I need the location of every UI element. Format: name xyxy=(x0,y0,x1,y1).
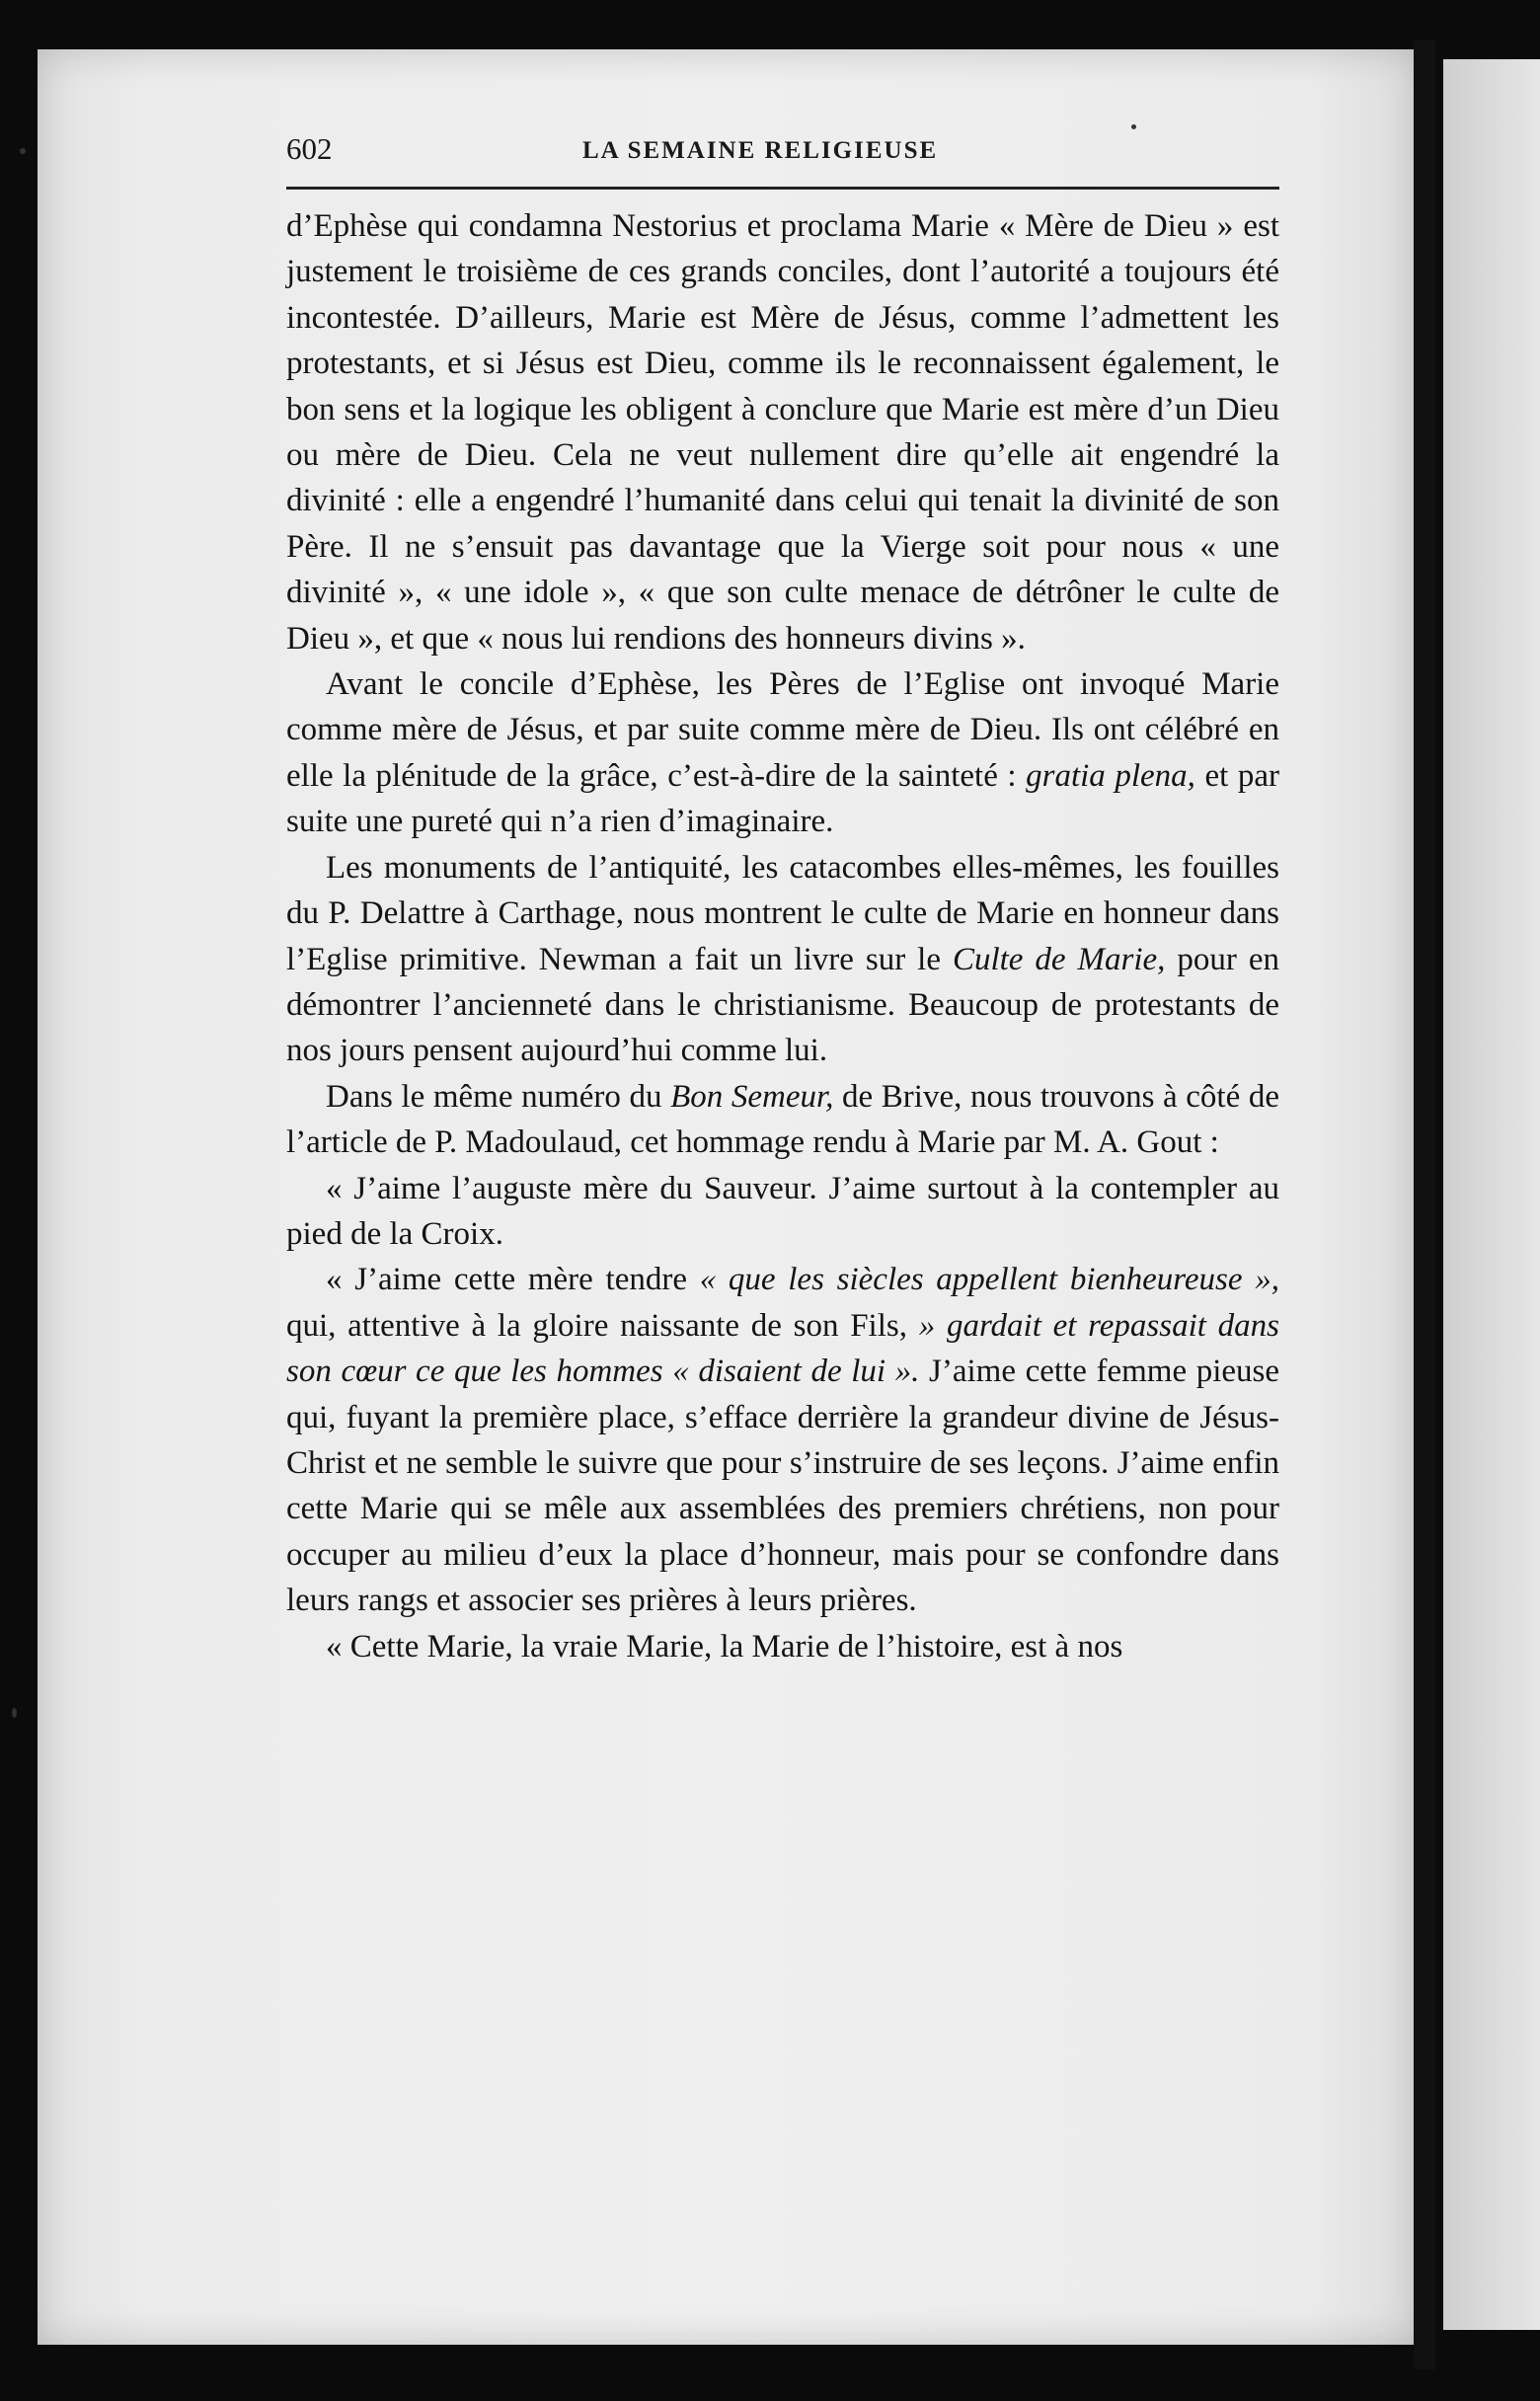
text-run: Avant le concile d’Ephèse, les Pères de l’Eglise ont invoqué Marie comme mère de Jésus, et par suite comme mère de Dieu. Ils ont célébré en elle la plénitude de la grâce, c’est-à-dire de la sainteté : xyxy=(286,666,1279,794)
scan-speck xyxy=(20,148,26,154)
paragraph xyxy=(286,1074,1279,1166)
scan-speck xyxy=(1131,124,1136,129)
text-run: J’aime cette femme pieuse qui, fuyant la première place, s’efface derrière la grandeur divine de Jésus-Christ et ne semble le suivre que pour s’instruire de ses leçons. J’aime enfin cette Marie qui se mêle aux assemblées des premiers chrétiens, non pour occuper au milieu d’eux la place d’honneur, mais pour se confondre dans leurs rangs et associer ses prières à leurs prières. xyxy=(286,1354,1279,1619)
scan-speck xyxy=(12,1708,17,1718)
text-run: pour en démontrer l’ancienneté dans le christianisme. Beaucoup de protestants de nos jours pensent aujourd’hui comme lui. xyxy=(286,941,1279,1069)
paragraph xyxy=(286,845,1279,1074)
facing-page-edge xyxy=(1443,59,1540,2330)
paragraph xyxy=(286,1624,1279,1669)
running-title: LA SEMAINE RELIGIEUSE xyxy=(582,137,939,164)
page-number: 602 xyxy=(286,131,333,166)
paragraph xyxy=(286,661,1279,845)
italic-text: « que les siècles appellent bienheureuse », xyxy=(699,1262,1279,1298)
text-run: Dans le même numéro du xyxy=(326,1078,671,1115)
italic-text: Culte de Marie, xyxy=(952,941,1166,977)
italic-text: Bon Semeur, xyxy=(670,1078,834,1115)
text-run: qui, attentive à la gloire naissante de son Fils, xyxy=(286,1307,919,1344)
italic-text: gratia plena, xyxy=(1026,757,1195,794)
header-rule xyxy=(286,187,1279,190)
text-run: Les monuments de l’antiquité, les catacombes elles-mêmes, les fouilles du P. Delattre à Carthage, nous montrent le culte de Marie en honneur dans l’Eglise primitive. Newman a fait un livre sur le xyxy=(286,849,1279,977)
text-run: de Brive, nous trouvons à côté de l’article de P. Madoulaud, cet hommage rendu à Marie par M. A. Gout : xyxy=(286,1078,1279,1161)
text-run: d’Ephèse qui condamna Nestorius et proclama Marie « Mère de Dieu » est justement le troisième de ces grands conciles, dont l’autorité a toujours été incontestée. D’ailleurs, Marie est Mère de Jésus, comme l’admettent les protestants, et si Jésus est Dieu, comme ils le reconnaissent également, le bon sens et la logique les obligent à conclure que Marie est mère d’un Dieu ou mère de Dieu. Cela ne veut nullement dire qu’elle ait engendré la divinité : elle a engendré l’humanité dans celui qui tenait la divinité de son Père. Il ne s’ensuit pas davantage que la Vierge soit pour nous « une divinité », « une idole », « que son culte menace de détrôner le culte de Dieu », et que « nous lui rendions des honneurs divins ». xyxy=(286,208,1279,657)
paragraph xyxy=(286,1166,1279,1258)
paragraph xyxy=(286,1257,1279,1623)
body-text xyxy=(286,203,1279,1669)
running-head xyxy=(286,131,1273,177)
text-run: « J’aime l’auguste mère du Sauveur. J’aime surtout à la contempler au pied de la Croix. xyxy=(286,1170,1279,1252)
text-run: « J’aime cette mère tendre xyxy=(326,1262,700,1298)
italic-text: » gardait et repassait dans son cœur ce que les hommes « disaient de lui ». xyxy=(286,1307,1280,1390)
paragraph xyxy=(286,203,1279,661)
page-gutter xyxy=(1414,39,1435,2369)
text-run: « Cette Marie, la vraie Marie, la Marie de l’histoire, est à nos xyxy=(326,1628,1123,1665)
text-run: et par suite une pureté qui n’a rien d’imaginaire. xyxy=(286,757,1279,840)
